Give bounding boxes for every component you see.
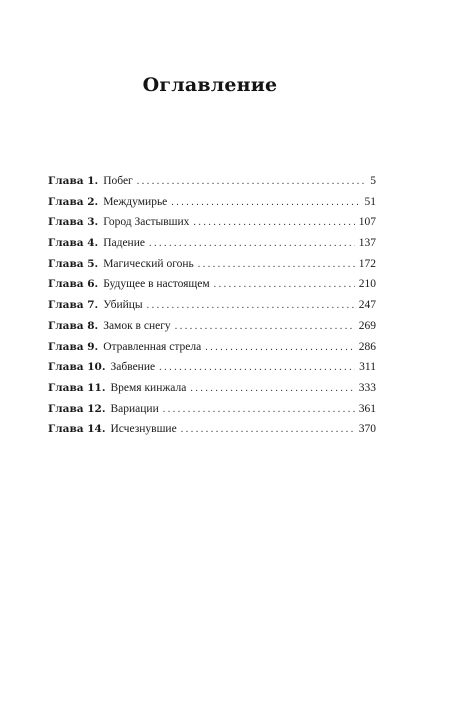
chapter-title: Падение	[103, 237, 145, 250]
dot-leader	[193, 213, 354, 234]
chapter-number: Глава 14.	[48, 423, 106, 436]
page-number: 286	[358, 340, 376, 353]
page-number: 269	[358, 319, 376, 332]
chapter-title: Город Застывших	[103, 216, 190, 229]
toc-entry	[48, 378, 376, 399]
dot-leader	[149, 234, 355, 255]
chapter-title: Забвение	[110, 361, 156, 374]
toc-entry	[48, 212, 376, 233]
chapter-number: Глава 6.	[48, 278, 99, 291]
page-number: 5	[370, 175, 376, 187]
dot-leader	[181, 420, 355, 441]
chapter-title: Побег	[103, 175, 133, 187]
chapter-number: Глава 1.	[48, 175, 99, 187]
chapter-number: Глава 11.	[48, 381, 106, 394]
toc-entry	[48, 295, 376, 316]
dot-leader	[175, 317, 355, 338]
toc-entry	[48, 316, 376, 337]
chapter-title: Замок в снегу	[103, 319, 171, 332]
chapter-number: Глава 4.	[48, 237, 99, 250]
page-number: 247	[358, 299, 376, 312]
chapter-number: Глава 7.	[48, 299, 99, 312]
page-number: 172	[358, 257, 376, 270]
chapter-title: Исчезнувшие	[110, 423, 177, 436]
page-number: 370	[358, 423, 376, 436]
dot-leader	[205, 338, 355, 359]
page-number: 333	[358, 381, 376, 394]
chapter-title: Время кинжала	[110, 381, 187, 394]
dot-leader	[163, 400, 355, 421]
chapter-number: Глава 2.	[48, 195, 99, 208]
page-title: Оглавление	[142, 74, 278, 96]
dot-leader	[214, 275, 355, 296]
chapter-number: Глава 9.	[48, 340, 99, 353]
toc-entry	[48, 254, 376, 275]
page-number: 210	[358, 278, 376, 291]
chapter-title: Междумирье	[103, 195, 168, 208]
page-number: 137	[358, 237, 376, 250]
toc-entry	[48, 233, 376, 254]
toc-entry	[48, 337, 376, 358]
page-number: 51	[364, 195, 376, 208]
dot-leader	[147, 296, 355, 317]
chapter-title: Отравленная стрела	[103, 340, 202, 353]
chapter-title: Вариации	[110, 402, 159, 415]
dot-leader	[159, 358, 355, 379]
chapter-number: Глава 10.	[48, 361, 106, 374]
page-number: 361	[358, 402, 376, 415]
dot-leader	[198, 255, 355, 276]
table-of-contents	[48, 171, 376, 440]
page-number: 107	[358, 216, 376, 229]
dot-leader	[137, 172, 366, 193]
dot-leader	[171, 193, 360, 214]
chapter-number: Глава 3.	[48, 216, 99, 229]
chapter-number: Глава 8.	[48, 319, 99, 332]
page-number: 311	[359, 361, 376, 374]
toc-entry	[48, 357, 376, 378]
dot-leader	[190, 379, 354, 400]
toc-entry	[48, 399, 376, 420]
toc-entry	[48, 171, 376, 192]
chapter-number: Глава 5.	[48, 257, 99, 270]
toc-entry	[48, 419, 376, 440]
chapter-title: Убийцы	[103, 299, 143, 312]
chapter-title: Магический огонь	[103, 257, 194, 270]
toc-entry	[48, 192, 376, 213]
chapter-title: Будущее в настоящем	[103, 278, 210, 291]
toc-entry	[48, 274, 376, 295]
chapter-number: Глава 12.	[48, 402, 106, 415]
